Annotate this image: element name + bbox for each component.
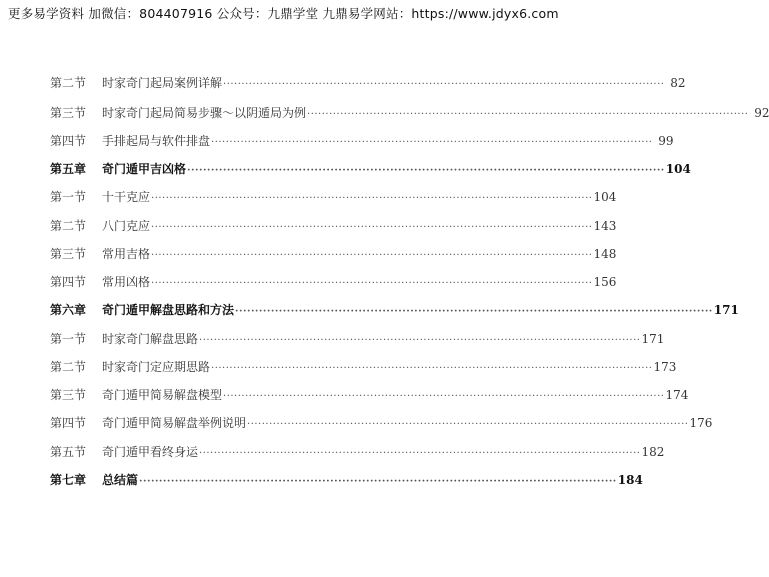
toc-leader-dots: ························································································································ [199,335,641,346]
toc-section-row [50,386,689,406]
toc-title: 常用凶格 [102,275,151,289]
toc-number: 第二节 [50,76,87,90]
toc-section-row [50,443,665,463]
toc-title: 奇门遁甲看终身运 [102,445,199,459]
toc-leader-dots: ························································································································ [247,419,689,430]
toc-leader-dots: ························································································································ [151,222,593,233]
toc-section-row [50,217,617,237]
toc-page-number: 143 [593,219,617,233]
toc-leader-dots: ························································································································ [139,476,617,487]
toc-section-row [50,358,677,378]
toc-page-number: 171 [713,303,739,317]
toc-number: 第四节 [50,416,87,430]
toc-section-row [50,74,686,94]
toc-number: 第六章 [50,303,87,317]
toc-page-number: 92 [754,106,769,120]
toc-number: 第五节 [50,445,87,459]
toc-section-row [50,104,769,124]
toc-page-number: 104 [593,190,617,204]
toc-title: 时家奇门定应期思路 [102,360,211,374]
toc-leader-dots: ························································································································ [235,306,713,317]
toc-section-row [50,188,617,208]
toc-leader-dots: ························································································································ [211,363,653,374]
toc-leader-dots: ························································································································ [151,250,593,261]
toc-number: 第三节 [50,247,87,261]
toc-number: 第四节 [50,134,87,148]
toc-leader-dots: ························································································································ [211,137,653,148]
toc-number: 第二节 [50,219,87,233]
toc-title: 奇门遁甲解盘思路和方法 [102,303,235,317]
watermark-banner: 更多易学资料 加微信：804407916 公众号：九鼎学堂 九鼎易学网站：https://www.jdyx6.com [8,6,559,21]
toc-chapter-row [50,301,739,321]
toc-number: 第一节 [50,332,87,346]
toc-page-number: 173 [653,360,677,374]
toc-leader-dots: ························································································································ [151,193,593,204]
toc-number: 第三节 [50,106,87,120]
toc-page-number: 104 [665,162,691,176]
toc-page-number: 184 [617,473,643,487]
toc-number: 第三节 [50,388,87,402]
toc-section-row [50,273,617,293]
toc-title: 时家奇门起局简易步骤～以阴遁局为例 [102,106,307,120]
toc-number: 第四节 [50,275,87,289]
toc-number: 第七章 [50,473,87,487]
toc-section-row [50,245,617,265]
toc-page-number: 171 [641,332,665,346]
toc-page-number: 174 [665,388,689,402]
toc-page-number: 82 [670,76,686,90]
toc-title: 奇门遁甲简易解盘模型 [102,388,223,402]
toc-chapter-row [50,471,643,491]
toc-number: 第五章 [50,162,87,176]
toc-leader-dots: ························································································································ [199,448,641,459]
toc-title: 常用吉格 [102,247,151,261]
toc-number: 第二节 [50,360,87,374]
toc-section-row [50,330,665,350]
toc-leader-dots: ························································································································ [187,165,665,176]
toc-title: 八门克应 [102,219,151,233]
toc-chapter-row [50,160,691,180]
toc-title: 时家奇门解盘思路 [102,332,199,346]
toc-title: 总结篇 [102,473,139,487]
toc-page-number: 182 [641,445,665,459]
toc-title: 十干克应 [102,190,151,204]
toc-title: 手排起局与软件排盘 [102,134,211,148]
toc-leader-dots: ························································································································ [307,109,749,120]
toc-section-row [50,132,674,152]
toc-number: 第一节 [50,190,87,204]
toc-page-number: 176 [689,416,713,430]
toc-leader-dots: ························································································································ [151,278,593,289]
toc-title: 奇门遁甲简易解盘举例说明 [102,416,247,430]
toc-page-number: 99 [658,134,674,148]
toc-page-number: 148 [593,247,617,261]
toc-leader-dots: ························································································································ [223,391,665,402]
toc-section-row [50,414,713,434]
toc-leader-dots: ························································································································ [223,79,665,90]
toc-title: 时家奇门起局案例详解 [102,76,223,90]
toc-page-number: 156 [593,275,617,289]
toc-title: 奇门遁甲吉凶格 [102,162,187,176]
